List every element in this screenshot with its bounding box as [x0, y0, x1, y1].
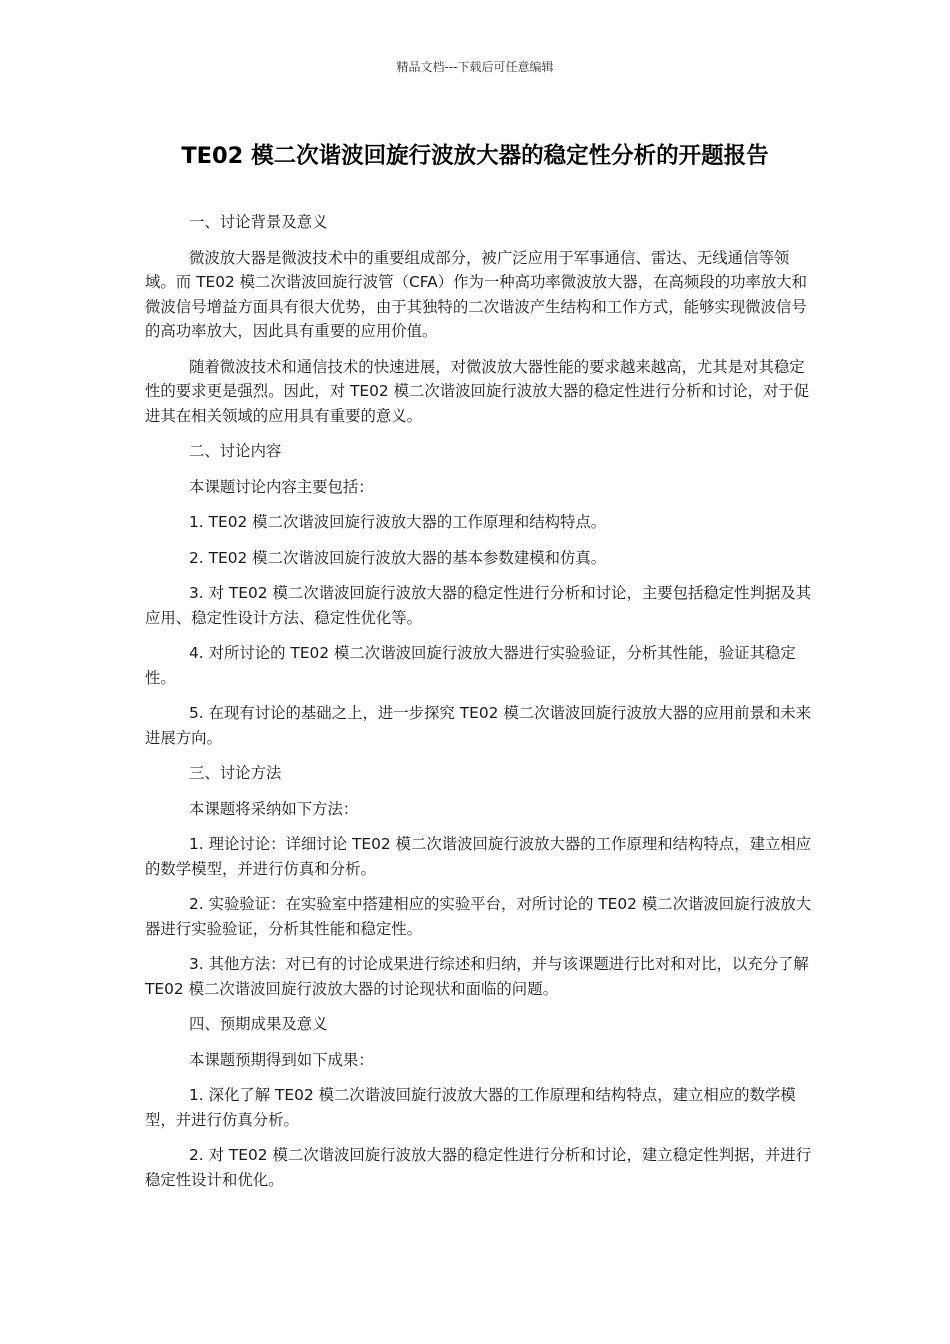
- document-title: TE02 模二次谐波回旋行波放大器的稳定性分析的开题报告: [181, 143, 769, 169]
- list-item-content-5: 5. 在现有讨论的基础之上，进一步探究 TE02 模二次谐波回旋行波放大器的应用前景和未来进展方向。: [145, 704, 812, 747]
- document-body: [145, 210, 813, 1203]
- section-heading-methods: 三、讨论方法: [189, 764, 282, 782]
- section-heading-content: 二、讨论内容: [189, 442, 282, 460]
- section-heading-background: 一、讨论背景及意义: [189, 213, 328, 231]
- list-item-method-1: 1. 理论讨论：详细讨论 TE02 模二次谐波回旋行波放大器的工作原理和结构特点，建立相应的数学模型，并进行仿真和分析。: [145, 835, 812, 878]
- header-note: 精品文档---下载后可任意编辑: [396, 60, 554, 74]
- list-item-outcome-1: 1. 深化了解 TE02 模二次谐波回旋行波放大器的工作原理和结构特点，建立相应的数学模型，并进行仿真分析。: [145, 1086, 796, 1129]
- paragraph-outcomes-intro: 本课题预期得到如下成果：: [189, 1050, 374, 1069]
- list-item-content-3: 3. 对 TE02 模二次谐波回旋行波放大器的稳定性进行分析和讨论，主要包括稳定性判据及其应用、稳定性设计方法、稳定性优化等。: [145, 584, 812, 627]
- list-item-content-1: 1. TE02 模二次谐波回旋行波放大器的工作原理和结构特点。: [189, 513, 607, 531]
- list-item-outcome-2: 2. 对 TE02 模二次谐波回旋行波放大器的稳定性进行分析和讨论，建立稳定性判据，并进行稳定性设计和优化。: [145, 1146, 812, 1189]
- list-item-content-2: 2. TE02 模二次谐波回旋行波放大器的基本参数建模和仿真。: [189, 548, 607, 567]
- section-heading-outcomes: 四、预期成果及意义: [189, 1015, 328, 1033]
- list-item-method-2: 2. 实验验证：在实验室中搭建相应的实验平台，对所讨论的 TE02 模二次谐波回旋行波放大器进行实验验证，分析其性能和稳定性。: [145, 895, 812, 938]
- list-item-method-3: 3. 其他方法：对已有的讨论成果进行综述和归纳，并与该课题进行比对和对比，以充分了解 TE02 模二次谐波回旋行波放大器的讨论现状和面临的问题。: [145, 955, 809, 998]
- paragraph-background-1: 微波放大器是微波技术中的重要组成部分，被广泛应用于军事通信、雷达、无线通信等领域。而 TE02 模二次谐波回旋行波管（CFA）作为一种高功率微波放大器，在高频段的功率放大和微波信号增益方面具有很大优势，由于其独特的二次谐波产生结构和工作方式，能够实现微波信号的高功率放大，因此具有重要的应用价值。: [145, 248, 808, 340]
- paragraph-content-intro: 本课题讨论内容主要包括：: [189, 477, 374, 496]
- paragraph-background-2: 随着微波技术和通信技术的快速进展，对微波放大器性能的要求越来越高，尤其是对其稳定性的要求更是强烈。因此，对 TE02 模二次谐波回旋行波放大器的稳定性进行分析和讨论，对于促进其在相关领域的应用具有重要的意义。: [145, 357, 810, 425]
- paragraph-methods-intro: 本课题将采纳如下方法：: [189, 799, 359, 818]
- list-item-content-4: 4. 对所讨论的 TE02 模二次谐波回旋行波放大器进行实验验证，分析其性能，验证其稳定性。: [145, 644, 796, 687]
